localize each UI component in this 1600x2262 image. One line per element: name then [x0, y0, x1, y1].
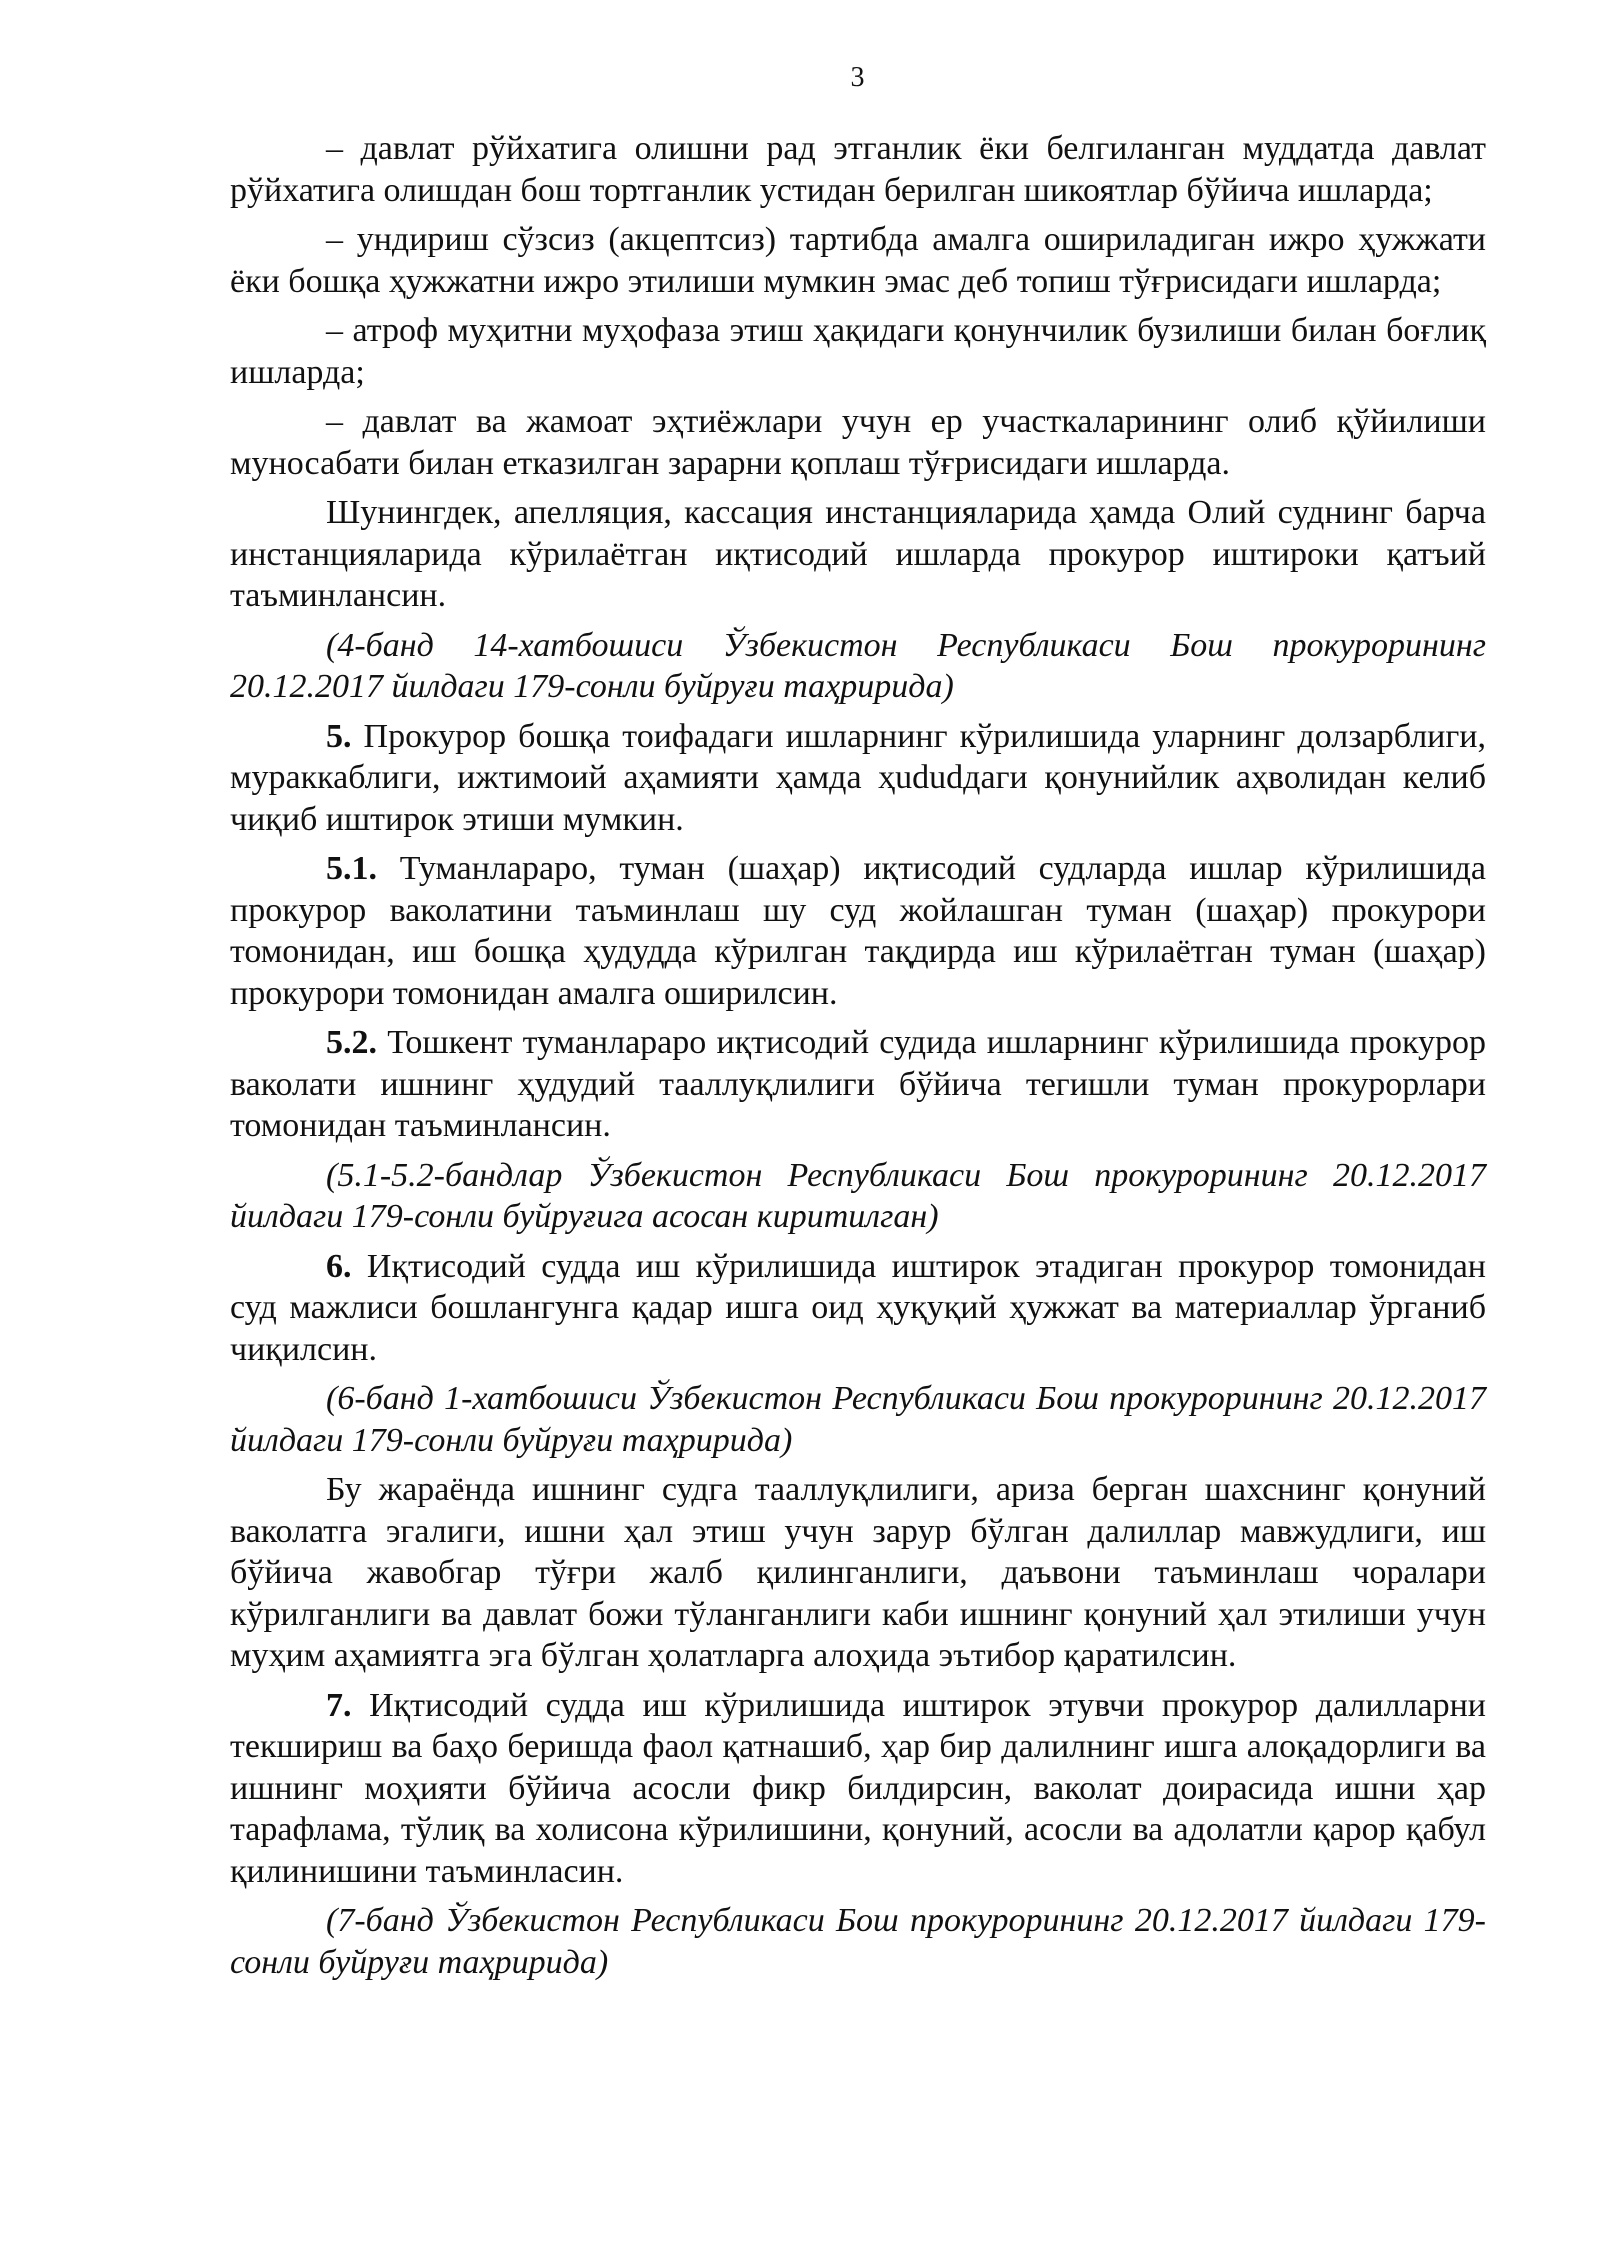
clause-number: 6.	[326, 1247, 352, 1285]
list-item-enforcement-documents	[230, 219, 1486, 302]
clause-number: 5.	[326, 717, 352, 755]
paragraph-text: Шунингдек, апелляция, кассация инстанцияларида ҳамда Олий суднинг барча инстанцияларида кўрилаётган иқтисодий ишларда прокурор иштироки қатъий таъминлансин.	[230, 494, 1486, 614]
clause-text: Туманлараро, туман (шаҳар) иқтисодий судларда ишлар кўрилишида прокурор ваколатини таъминлаш шу суд жойлашган туман (шаҳар) прокурори томонидан, иш бошқа ҳудудда кўрилган тақдирда иш кўрилаётган туман (шаҳар) прокурори томонидан амалга оширилсин.	[230, 850, 1487, 1012]
clause-number: 5.2.	[326, 1024, 377, 1061]
note-text: (7-банд Ўзбекистон Республикаси Бош прокурорининг 20.12.2017 йилдаги 179-сонли буйруғи таҳририда)	[230, 1902, 1486, 1981]
amendment-note-7	[230, 1900, 1486, 1983]
clause-6	[230, 1246, 1486, 1371]
amendment-note-4	[230, 625, 1486, 708]
clause-5-1	[230, 848, 1486, 1014]
amendment-note-5	[230, 1155, 1486, 1238]
list-item-registration-complaints	[230, 128, 1486, 211]
list-item-environmental-cases	[230, 310, 1486, 393]
paragraph-text: Бу жараёнда ишнинг судга тааллуқлилиги, ариза берган шахснинг қонуний ваколатга эгалиги, ишни ҳал этиш учун зарур бўлган далиллар мавжудлиги, иш бўйича жавобгар тўғри жалб қилинганлиги, даъвони таъминлаш чоралари кўрилганлиги ва давлат божи тўланганлиги каби ишнинг қонуний ҳал этилиши учун муҳим аҳамиятга эга бўлган ҳолатларга алоҳида эътибор қаратилсин.	[230, 1471, 1486, 1674]
note-text: (4-банд 14-хатбошиси Ўзбекистон Республикаси Бош прокурорининг 20.12.2017 йилдаги 179-сонли буйруғи таҳририда)	[230, 626, 1486, 705]
clause-5-2	[230, 1022, 1486, 1147]
paragraph-appeal-participation	[230, 492, 1486, 617]
list-item-land-compensation	[230, 401, 1486, 484]
clause-text: Тошкент туманлараро иқтисодий судида ишларнинг кўрилишида прокурор ваколати ишнинг ҳудудий тааллуқлилиги бўйича тегишли туман прокурорлари томонидан таъминлансин.	[230, 1024, 1486, 1144]
paragraph-text: – давлат ва жамоат эҳтиёжлари учун ер участкаларининг олиб қўйилиши муносабати билан етказилган зарарни қоплаш тўғрисидаги ишларда.	[230, 403, 1486, 482]
amendment-note-6	[230, 1378, 1486, 1461]
paragraph-text: – ундириш сўзсиз (акцептсиз) тартибда амалга ошириладиган ижро ҳужжати ёки бошқа ҳужжатни ижро этилиши мумкин эмас деб топиш тўғрисидаги ишларда;	[230, 221, 1486, 300]
paragraph-text: – давлат рўйхатига олишни рад этганлик ёки белгиланган муддатда давлат рўйхатига олишдан бош тортганлик устидан берилган шикоятлар бўйича ишларда;	[230, 130, 1486, 209]
clause-5	[230, 716, 1486, 841]
document-body	[230, 128, 1486, 1991]
clause-text: Прокурор бошқа тоифадаги ишларнинг кўрилишида уларнинг долзарблиги, мураккаблиги, ижтимоий аҳамияти ҳамда ҳududдаги қонунийлик аҳволидан келиб чиқиб иштирок этиши мумкин.	[230, 717, 1487, 838]
clause-number: 5.1.	[326, 850, 377, 887]
clause-text: Иқтисодий судда иш кўрилишида иштирок этувчи прокурор далилларни текшириш ва баҳо беришда фаол қатнашиб, ҳар бир далилнинг ишга алоқадорлиги ва ишнинг моҳияти бўйича асосли фикр билдирсин, ваколат доирасида ишни ҳар тарафлама, тўлиқ ва холисона кўрилишини, қонуний, асосли ва адолатли қарор қабул қилинишини таъминласин.	[230, 1686, 1486, 1890]
page-number: 3	[850, 62, 865, 93]
clause-7	[230, 1685, 1486, 1893]
clause-number: 7.	[326, 1686, 352, 1724]
paragraph-attention-circumstances	[230, 1469, 1486, 1677]
paragraph-text: – атроф муҳитни муҳофаза этиш ҳақидаги қонунчилик бузилиши билан боғлиқ ишларда;	[230, 312, 1486, 391]
note-text: (5.1-5.2-бандлар Ўзбекистон Республикаси Бош прокурорининг 20.12.2017 йилдаги 179-сонли буйруғига асосан киритилган)	[230, 1156, 1486, 1235]
note-text: (6-банд 1-хатбошиси Ўзбекистон Республикаси Бош прокурорининг 20.12.2017 йилдаги 179-сонли буйруғи таҳририда)	[230, 1380, 1486, 1459]
clause-text: Иқтисодий судда иш кўрилишида иштирок этадиган прокурор томонидан суд мажлиси бошлангунга қадар ишга оид ҳуқуқий ҳужжат ва материаллар ўрганиб чиқилсин.	[230, 1247, 1486, 1368]
